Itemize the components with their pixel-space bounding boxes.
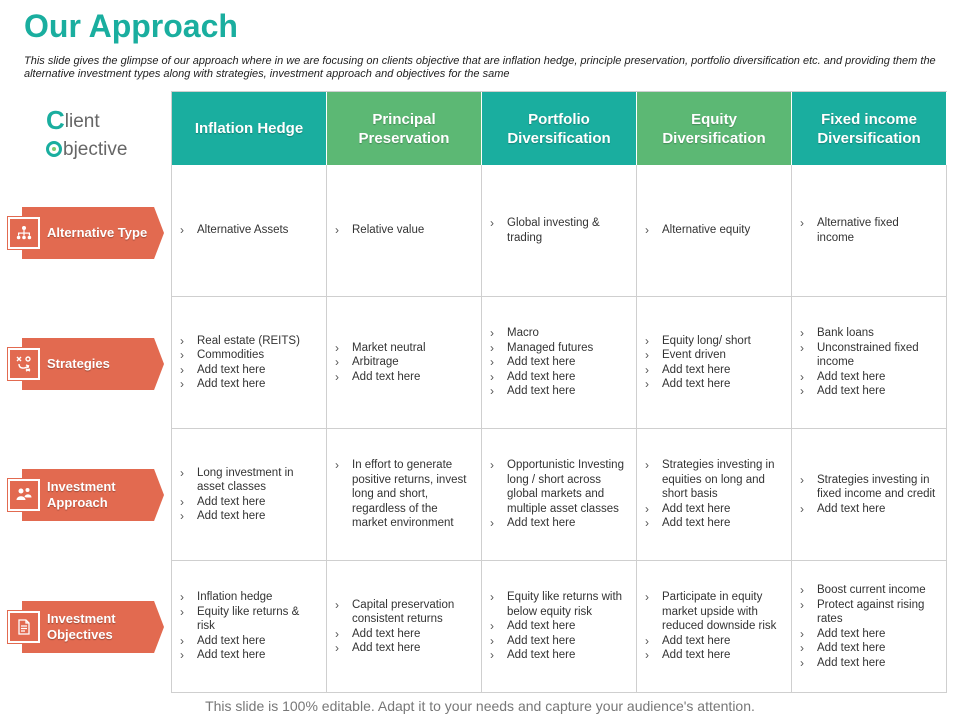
list-item: › In effort to generate positive returns, invest long and short, regardless of the market environment	[333, 458, 471, 531]
table-cell	[172, 429, 327, 561]
approach-table	[171, 91, 947, 693]
table-cell	[637, 165, 792, 297]
table-cell	[792, 165, 947, 297]
list-item: › Add text here	[798, 656, 936, 671]
list-item: › Commodities	[178, 348, 316, 363]
client-objective-label	[46, 106, 156, 164]
list-item: › Alternative equity	[643, 223, 781, 238]
org-chart-icon	[8, 217, 40, 249]
objective-line	[46, 135, 156, 164]
table-cell	[482, 429, 637, 561]
page-title: Our Approach	[24, 8, 238, 44]
list-item: › Add text here	[333, 627, 471, 642]
column-header-inflation-hedge: Inflation Hedge	[172, 92, 327, 165]
list-item: › Add text here	[643, 363, 781, 378]
list-item: › Add text here	[798, 641, 936, 656]
table-cell	[482, 297, 637, 429]
cell-bullet-list	[798, 326, 936, 399]
cell-bullet-list	[798, 216, 936, 245]
cell-bullet-list	[643, 590, 781, 663]
list-item: › Add text here	[178, 648, 316, 663]
cell-bullet-list	[178, 334, 316, 392]
list-item: › Add text here	[178, 509, 316, 524]
client-initial: C	[46, 105, 65, 135]
client-rest: lient	[64, 111, 100, 132]
row-label-investment-approach	[8, 469, 165, 521]
list-item: › Add text here	[333, 641, 471, 656]
table-cell	[172, 297, 327, 429]
list-item: › Alternative Assets	[178, 223, 316, 238]
table-cell	[327, 561, 482, 693]
column-header-equity-diversification: Equity Diversification	[637, 92, 792, 165]
row-label-text: Investment Objectives	[47, 611, 116, 642]
row-label-text: Alternative Type	[47, 225, 148, 240]
people-icon	[8, 479, 40, 511]
document-icon	[8, 611, 40, 643]
cell-bullet-list	[488, 326, 626, 399]
row-label-strategies	[8, 338, 165, 390]
column-header-fixed-income-diversification: Fixed income Diversification	[792, 92, 947, 165]
cell-bullet-list	[333, 598, 471, 656]
table-cell	[482, 165, 637, 297]
cell-bullet-list	[488, 458, 626, 531]
list-item: › Add text here	[178, 363, 316, 378]
cell-bullet-list	[488, 216, 626, 245]
cell-bullet-list	[178, 590, 316, 663]
list-item: › Unconstrained fixed income	[798, 341, 936, 370]
cell-bullet-list	[488, 590, 626, 663]
list-item: › Add text here	[798, 384, 936, 399]
list-item: › Equity long/ short	[643, 334, 781, 349]
table-cell	[637, 561, 792, 693]
table-cell	[327, 165, 482, 297]
table-cell	[327, 297, 482, 429]
list-item: › Arbitrage	[333, 355, 471, 370]
list-item: › Long investment in asset classes	[178, 466, 316, 495]
cell-bullet-list	[178, 223, 316, 238]
cell-bullet-list	[798, 583, 936, 670]
column-header-principal-preservation: Principal Preservation	[327, 92, 482, 165]
list-item: › Add text here	[643, 648, 781, 663]
objective-initial-icon	[46, 141, 62, 157]
list-item: › Strategies investing in equities on long and short basis	[643, 458, 781, 502]
column-header-portfolio-diversification: Portfolio Diversification	[482, 92, 637, 165]
list-item: › Add text here	[178, 634, 316, 649]
list-item: › Add text here	[488, 516, 626, 531]
list-item: › Macro	[488, 326, 626, 341]
list-item: › Opportunistic Investing long / short across global markets and multiple asset classes	[488, 458, 626, 516]
list-item: › Strategies investing in fixed income and credit	[798, 473, 936, 502]
list-item: › Inflation hedge	[178, 590, 316, 605]
table-cell	[792, 297, 947, 429]
table-cell	[637, 297, 792, 429]
list-item: › Add text here	[178, 495, 316, 510]
table-cell	[327, 429, 482, 561]
list-item: › Relative value	[333, 223, 471, 238]
list-item: › Global investing & trading	[488, 216, 626, 245]
cell-bullet-list	[798, 473, 936, 517]
list-item: › Add text here	[488, 648, 626, 663]
table-cell	[637, 429, 792, 561]
list-item: › Add text here	[643, 634, 781, 649]
list-item: › Protect against rising rates	[798, 598, 936, 627]
list-item: › Add text here	[333, 370, 471, 385]
list-item: › Boost current income	[798, 583, 936, 598]
row-label-text: Strategies	[47, 356, 110, 371]
cell-bullet-list	[333, 223, 471, 238]
list-item: › Add text here	[643, 502, 781, 517]
list-item: › Market neutral	[333, 341, 471, 356]
strategy-icon	[8, 348, 40, 380]
row-label-text: Investment Approach	[47, 479, 116, 510]
list-item: › Add text here	[488, 619, 626, 634]
table-cell	[482, 561, 637, 693]
list-item: › Add text here	[643, 377, 781, 392]
cell-bullet-list	[333, 341, 471, 385]
table-cell	[792, 561, 947, 693]
cell-bullet-list	[333, 458, 471, 531]
list-item: › Equity like returns & risk	[178, 605, 316, 634]
cell-bullet-list	[643, 458, 781, 531]
list-item: › Add text here	[798, 627, 936, 642]
list-item: › Bank loans	[798, 326, 936, 341]
page-subtitle: This slide gives the glimpse of our approach where in we are focusing on clients objective that are inflation hedge, principle preservation, portfolio diversification etc. and providing them the alternative investment types along with strategies, investment approach and objectives for the same	[24, 55, 936, 80]
footer-note: This slide is 100% editable. Adapt it to your needs and capture your audience's attention.	[205, 698, 755, 714]
cell-bullet-list	[178, 466, 316, 524]
table-cell	[172, 165, 327, 297]
cell-bullet-list	[643, 223, 781, 238]
list-item: › Add text here	[178, 377, 316, 392]
list-item: › Equity like returns with below equity risk	[488, 590, 626, 619]
list-item: › Add text here	[488, 384, 626, 399]
objective-rest: bjective	[63, 139, 128, 160]
list-item: › Add text here	[488, 355, 626, 370]
cell-bullet-list	[643, 334, 781, 392]
row-label-investment-objectives	[8, 601, 165, 653]
list-item: › Add text here	[798, 370, 936, 385]
list-item: › Add text here	[488, 634, 626, 649]
table-cell	[172, 561, 327, 693]
list-item: › Participate in equity market upside with reduced downside risk	[643, 590, 781, 634]
list-item: › Event driven	[643, 348, 781, 363]
list-item: › Add text here	[798, 502, 936, 517]
table-cell	[792, 429, 947, 561]
client-line	[46, 106, 156, 135]
list-item: › Capital preservation consistent returns	[333, 598, 471, 627]
list-item: › Add text here	[643, 516, 781, 531]
list-item: › Add text here	[488, 370, 626, 385]
list-item: › Real estate (REITS)	[178, 334, 316, 349]
list-item: › Managed futures	[488, 341, 626, 356]
row-label-alternative-type	[8, 207, 165, 259]
list-item: › Alternative fixed income	[798, 216, 936, 245]
